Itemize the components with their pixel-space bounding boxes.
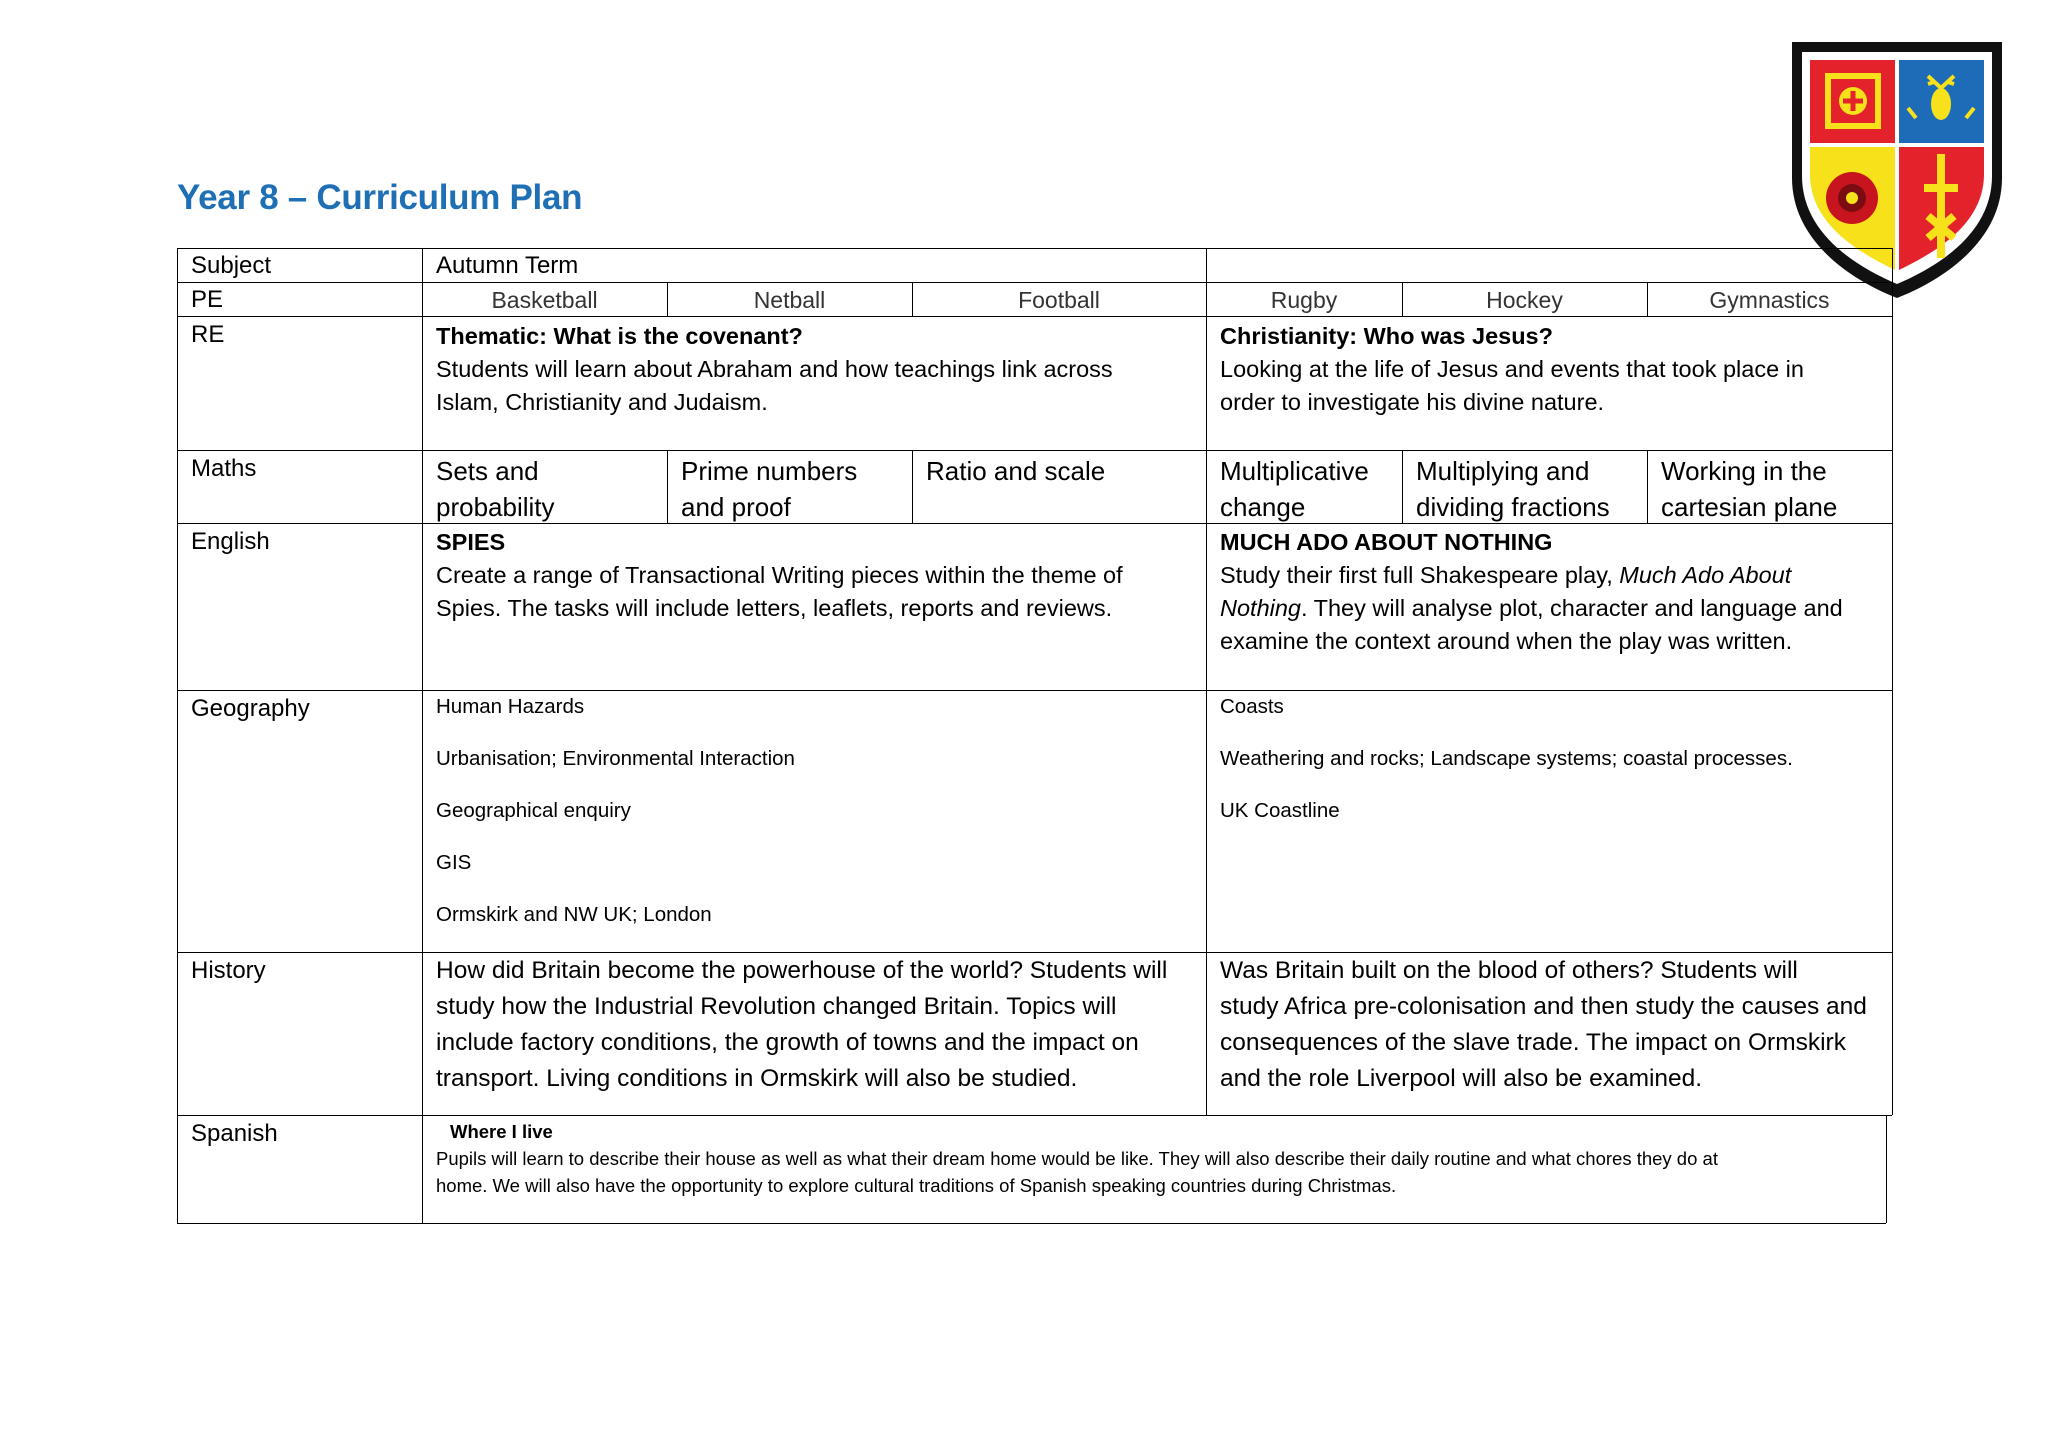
page-title: Year 8 – Curriculum Plan <box>177 178 583 217</box>
spanish-text: home. We will also have the opportunity to explore cultural traditions of Spanish speaking countries during Christmas. <box>436 1175 1397 1196</box>
maths-topic <box>1416 453 1610 525</box>
english-spring-content <box>1220 526 1890 658</box>
geography-spring-item: Coasts <box>1220 695 1284 718</box>
geography-autumn-item: GIS <box>436 851 472 874</box>
maths-topic-line: Multiplicative <box>1220 456 1369 486</box>
english-autumn-content <box>436 526 1200 625</box>
maths-topic <box>681 453 857 525</box>
re-autumn-text: Islam, Christianity and Judaism. <box>436 389 768 415</box>
history-autumn-content <box>436 953 1202 1097</box>
history-spring-text: and the role Liverpool will also be examined. <box>1220 1065 1703 1092</box>
header-autumn-term: Autumn Term <box>436 252 579 279</box>
maths-topic-line: Prime numbers <box>681 456 858 486</box>
history-autumn-text: transport. Living conditions in Ormskirk will also be studied. <box>436 1065 1078 1092</box>
subject-geography: Geography <box>191 695 310 722</box>
subject-re: RE <box>191 321 225 348</box>
history-autumn-text: include factory conditions, the growth of towns and the impact on <box>436 1029 1139 1056</box>
re-spring-heading: Christianity: Who was Jesus? <box>1220 323 1553 349</box>
maths-topic <box>1220 453 1369 525</box>
history-autumn-text: study how the Industrial Revolution changed Britain. Topics will <box>436 993 1117 1020</box>
english-autumn-text: Create a range of Transactional Writing pieces within the theme of <box>436 562 1123 588</box>
english-autumn-heading: SPIES <box>436 529 506 555</box>
geography-autumn-item: Ormskirk and NW UK; London <box>436 903 712 926</box>
pe-activity: Rugby <box>1270 287 1338 313</box>
pe-activity: Netball <box>753 287 826 313</box>
english-spring-title-italic: Much Ado About <box>1619 562 1792 588</box>
maths-topic <box>926 453 1105 489</box>
re-spring-content <box>1220 320 1886 419</box>
pe-activity: Basketball <box>491 287 598 313</box>
english-spring-heading: MUCH ADO ABOUT NOTHING <box>1220 529 1553 555</box>
maths-topic <box>1661 453 1837 525</box>
maths-topic-line: change <box>1220 492 1306 522</box>
maths-topic-line: and proof <box>681 492 791 522</box>
maths-topic-line: Ratio and scale <box>926 456 1106 486</box>
maths-topic-line: cartesian plane <box>1661 492 1838 522</box>
geography-autumn-item: Human Hazards <box>436 695 585 718</box>
geography-autumn-item: Urbanisation; Environmental Interaction <box>436 747 795 770</box>
maths-topic <box>436 453 555 525</box>
history-spring-text: consequences of the slave trade. The impact on Ormskirk <box>1220 1029 1846 1056</box>
english-spring-text: examine the context around when the play was written. <box>1220 628 1793 654</box>
re-spring-text: Looking at the life of Jesus and events that took place in <box>1220 356 1804 382</box>
pe-activity: Football <box>1018 287 1100 313</box>
spanish-content <box>436 1145 1882 1199</box>
subject-maths: Maths <box>191 455 257 482</box>
spanish-heading: Where I live <box>450 1121 553 1142</box>
history-spring-text: study Africa pre-colonisation and then study the causes and <box>1220 993 1867 1020</box>
header-subject: Subject <box>191 252 272 279</box>
subject-history: History <box>191 957 266 984</box>
english-spring-text: . They will analyse plot, character and language and <box>1301 595 1843 621</box>
pe-activity: Hockey <box>1486 287 1563 313</box>
history-spring-content <box>1220 953 1890 1097</box>
maths-topic-line: probability <box>436 492 555 522</box>
subject-pe: PE <box>191 286 224 313</box>
re-autumn-content <box>436 320 1196 419</box>
geography-autumn-item: Geographical enquiry <box>436 799 631 822</box>
english-spring-title-italic: Nothing <box>1220 595 1301 621</box>
maths-topic-line: dividing fractions <box>1416 492 1610 522</box>
english-spring-text: Study their first full Shakespeare play, <box>1220 562 1620 588</box>
geography-spring-item: Weathering and rocks; Landscape systems; coastal processes. <box>1220 747 1793 770</box>
re-autumn-heading: Thematic: What is the covenant? <box>436 323 803 349</box>
subject-english: English <box>191 528 270 555</box>
english-autumn-text: Spies. The tasks will include letters, leaflets, reports and reviews. <box>436 595 1113 621</box>
pe-activity: Gymnastics <box>1709 287 1830 313</box>
re-autumn-text: Students will learn about Abraham and how teachings link across <box>436 356 1113 382</box>
maths-topic-line: Multiplying and <box>1416 456 1590 486</box>
history-autumn-text: How did Britain become the powerhouse of the world? Students will <box>436 957 1168 984</box>
maths-topic-line: Sets and <box>436 456 539 486</box>
spanish-text: Pupils will learn to describe their house as well as what their dream home would be like. They will also describe their daily routine and what chores they do at <box>436 1148 1718 1169</box>
geography-spring-item: UK Coastline <box>1220 799 1340 822</box>
school-crest-logo <box>1788 38 2006 302</box>
maths-topic-line: Working in the <box>1661 456 1827 486</box>
subject-spanish: Spanish <box>191 1120 278 1147</box>
re-spring-text: order to investigate his divine nature. <box>1220 389 1605 415</box>
history-spring-text: Was Britain built on the blood of others? Students will <box>1220 957 1798 984</box>
